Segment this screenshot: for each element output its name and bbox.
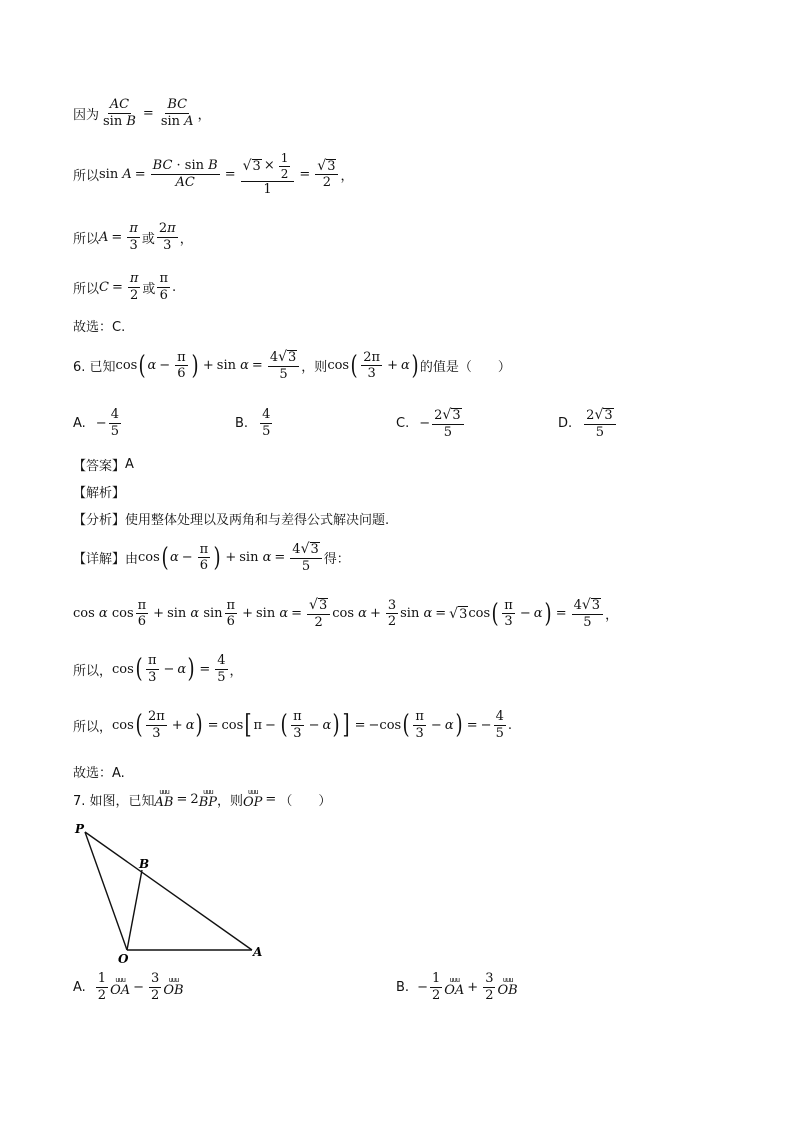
- so-text-3: 所以: [73, 281, 100, 297]
- answer-line: [73, 455, 134, 474]
- segment-ob: [127, 870, 142, 950]
- option-6b-label: B.: [235, 415, 249, 431]
- option-7a-label: A.: [73, 979, 86, 995]
- fraction-bc-sinb-ac: $\frac{\text{BC · sin B}}{AC}$: [152, 158, 218, 190]
- line-because: 因为 $\frac{AC}{\text{sin B}}$ = $\frac{BC}{\text{sin A}}$ ，: [73, 97, 211, 129]
- option-6c[interactable]: C. − 2 √ 3 5: [396, 408, 466, 439]
- options-7: [73, 972, 553, 1012]
- line-so-a: 所以 A = $\frac{\pi}{3}$ 或 2π 3 ，: [73, 221, 193, 253]
- fenxi-line: [73, 509, 389, 528]
- segment-po: [85, 832, 127, 950]
- choose-a: 故选：A.: [73, 766, 125, 781]
- q7-then: ，则: [217, 793, 244, 809]
- answer-tag: 【答案】: [73, 459, 126, 474]
- option-6b[interactable]: B. 4 5: [235, 407, 271, 439]
- so-line-5: 所以， cos ( 2π 3 + α ) = cos [ π − ( π 3 − α ) ] = −cos ( π 3 − α ) = − $\frac{4}{5}$ .: [73, 709, 512, 741]
- line-so-c: 所以 C = $\frac{\pi}{2}$ 或 π 6 .: [73, 271, 177, 303]
- options-6: [73, 408, 713, 444]
- option-6a-label: A.: [73, 415, 86, 431]
- q6-prefix: 6. 已知: [73, 360, 116, 376]
- answer-value: A: [125, 457, 134, 472]
- segment-pa: [85, 832, 252, 950]
- because-text: 因为: [73, 107, 100, 123]
- choose-c: 故选：C.: [73, 320, 126, 335]
- fraction-ac-sinb: $\frac{AC}{\text{sin B}}$: [103, 97, 136, 129]
- fenxi-tag: 【分析】: [73, 513, 126, 528]
- question-6: 6. 已知 cos ( α − $\frac{\pi}{6}$ ) + sin α = 4 √ 3 5 ，则 cos ( 2π 3 + α ) 的值是（ ）: [73, 349, 511, 382]
- q7-suffix: （ ）: [279, 793, 332, 809]
- label-p: P: [75, 822, 85, 836]
- so-text-2: 所以: [73, 231, 100, 247]
- option-6a[interactable]: A. − $\frac{4}{5}$: [73, 407, 119, 439]
- q7-prefix: 7. 如图，已知: [73, 793, 155, 809]
- so-line-4: 所以， cos ( π 3 − α ) = $\frac{4}{5}$ ，: [73, 653, 243, 685]
- detail-line: 【详解】 由 cos ( α − $\frac{\pi}{6}$ ) + sin α = 4 √ 3 5 得：: [73, 541, 350, 574]
- fraction-bc-sina: $\frac{BC}{\text{sin A}}$: [160, 97, 194, 129]
- triangle-figure: [70, 820, 270, 965]
- line-so-sina: 所以 sin A = $\frac{\text{BC · sin B}}{AC}$ = √ 3 × $\frac{1}{2}$ 1 = √ 3 2 ，: [73, 151, 354, 198]
- option-6d-label: D.: [558, 416, 573, 432]
- so-text-1: 所以: [73, 168, 100, 184]
- label-o: O: [118, 952, 129, 965]
- question-7: 7. 如图，已知 uuu AB = 2 uuu BP ，则 uuu OP = （ ）: [73, 788, 332, 810]
- so-text-4: 所以，: [73, 663, 113, 679]
- option-7b[interactable]: B. − $\frac{1}{2}$ uuu OA + $\frac{3}{2}$ uuu OB: [396, 971, 518, 1003]
- expansion-line: cos α cos π 6 + sin α sin π 6 + sin α = √ 3 2 cos α + $\frac{3}{2}$ sin α = √ 3 cos ( π 3 − α ) = 4 √ 3 5 ，: [73, 597, 619, 630]
- fraction-sqrt3-half: √ 3 × $\frac{1}{2}$ 1: [241, 152, 295, 197]
- option-6c-label: C.: [396, 416, 410, 432]
- or-text-1: 或: [141, 231, 155, 247]
- fenxi-text: 使用整体处理以及两角和与差得公式解决问题.: [125, 513, 390, 528]
- fraction-sqrt3-over-2: √ 3 2: [315, 159, 338, 190]
- detail-from: 由: [125, 552, 139, 568]
- q6-then: ，则: [301, 360, 328, 376]
- label-b: B: [139, 857, 150, 871]
- option-7b-label: B.: [396, 979, 410, 995]
- so-text-5: 所以，: [73, 719, 113, 735]
- detail-get: 得：: [323, 552, 350, 568]
- or-text-2: 或: [142, 281, 156, 297]
- option-7a[interactable]: A. 1 2 uuu OA − $\frac{3}{2}$ uuu OB: [73, 971, 184, 1003]
- detail-tag: 【详解】: [73, 552, 126, 568]
- analysis-tag: 【解析】: [73, 486, 126, 501]
- label-a: A: [253, 945, 263, 959]
- q6-suffix: 的值是（ ）: [419, 360, 511, 376]
- option-6d[interactable]: D. 2 √ 3 5: [558, 408, 618, 439]
